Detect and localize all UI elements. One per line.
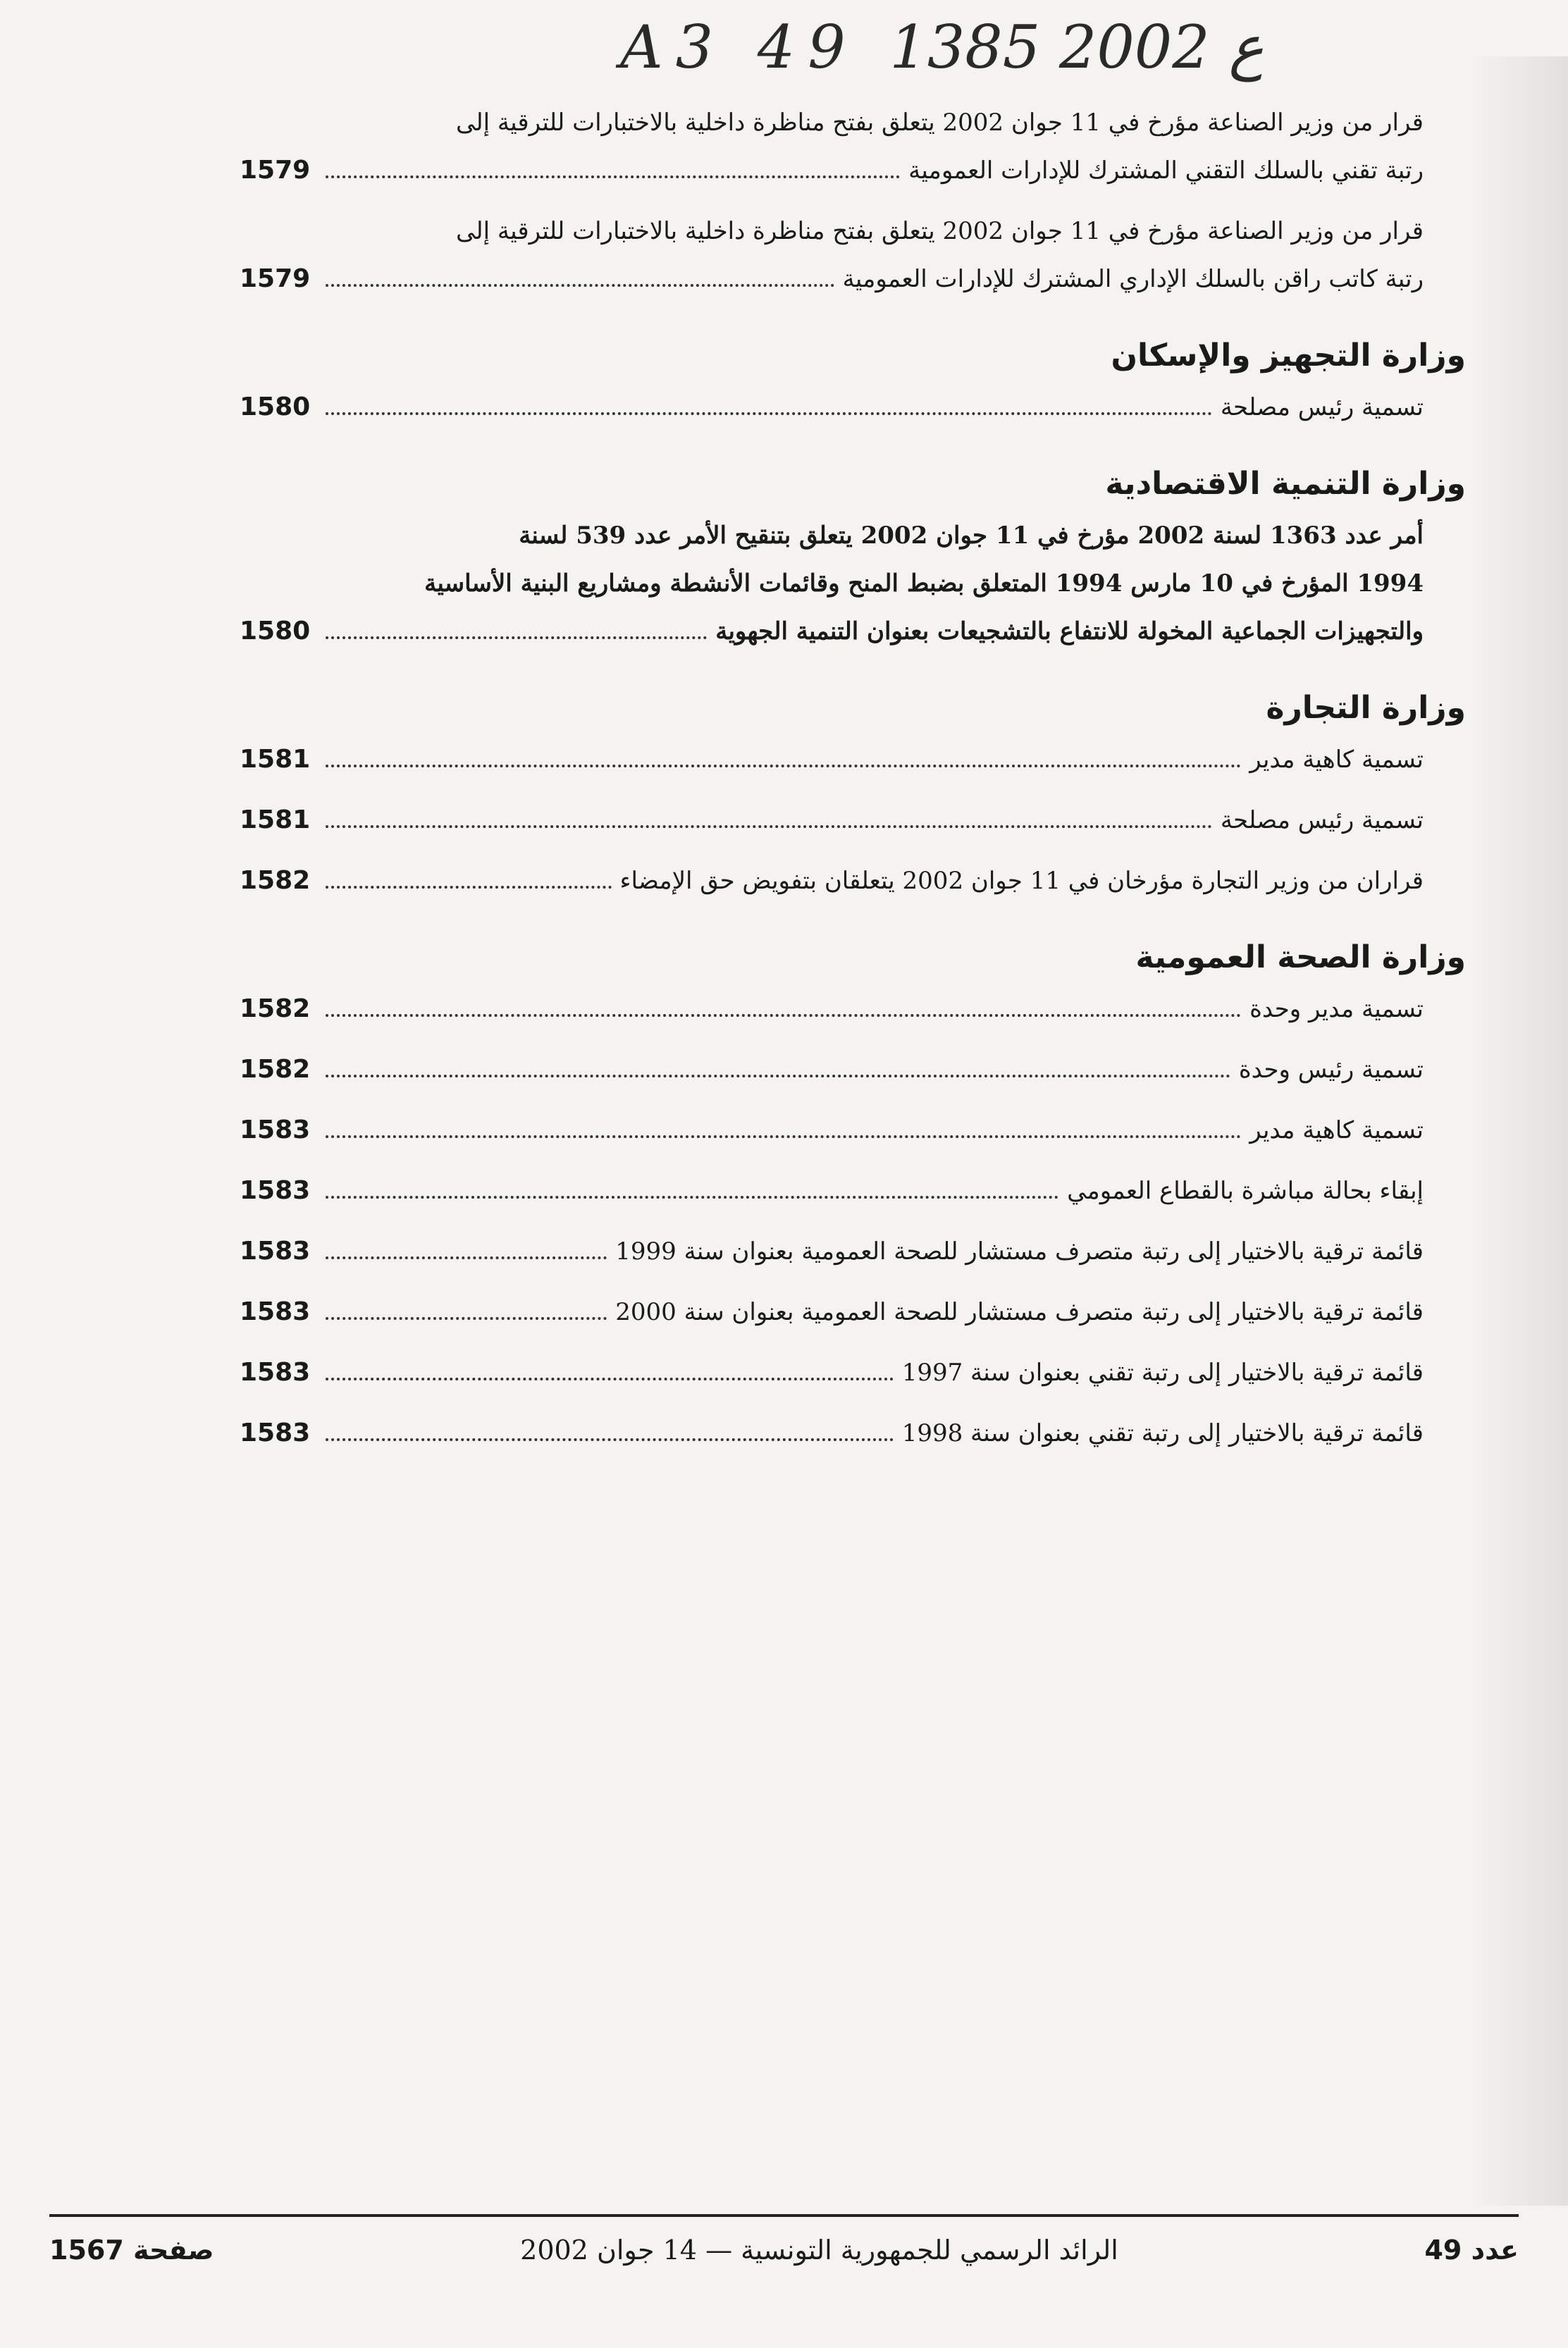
dot-leader bbox=[326, 765, 1241, 767]
toc-page-number: 1580 bbox=[240, 617, 311, 645]
toc-entry-line: تسمية رئيس مصلحة bbox=[1220, 806, 1424, 834]
toc-entry-line: تسمية رئيس مصلحة bbox=[1220, 393, 1424, 421]
toc-entry-line: 1994 المؤرخ في 10 مارس 1994 المتعلق بضبط المنح وقائمات الأنشطة ومشاريع البنية الأساسية bbox=[424, 569, 1424, 598]
entry-gap bbox=[240, 1154, 1424, 1167]
toc-entry bbox=[240, 857, 1424, 905]
toc-entry-line: رتبة تقني بالسلك التقني المشترك للإدارات العمومية bbox=[908, 156, 1424, 185]
footer-issue: عدد 49 bbox=[1424, 2235, 1519, 2266]
toc-entry bbox=[240, 985, 1424, 1033]
toc-entry bbox=[240, 736, 1424, 784]
dot-leader bbox=[326, 1256, 607, 1259]
toc-entry-line: تسمية رئيس وحدة bbox=[1238, 1056, 1424, 1084]
toc-entry bbox=[240, 1409, 1424, 1457]
toc-entry-line: قرار من وزير الصناعة مؤرخ في 11 جوان 2002 يتعلق بفتح مناظرة داخلية بالاختبارات للترقية إلى bbox=[455, 109, 1424, 137]
toc-entry-line: قائمة ترقية بالاختيار إلى رتبة متصرف مستشار للصحة العمومية بعنوان سنة 2000 bbox=[615, 1298, 1424, 1326]
entry-gap bbox=[240, 905, 1424, 917]
toc-page-number: 1583 bbox=[240, 1297, 311, 1326]
toc-page-number: 1582 bbox=[240, 1055, 311, 1084]
toc-page-number: 1583 bbox=[240, 1176, 311, 1205]
toc-entry bbox=[240, 1349, 1424, 1397]
toc-page-number: 1583 bbox=[240, 1116, 311, 1144]
footer-rule bbox=[49, 2214, 1519, 2217]
dot-leader bbox=[326, 1317, 607, 1320]
toc-page-number: 1583 bbox=[240, 1237, 311, 1266]
toc-entry-line: والتجهيزات الجماعية المخولة للانتفاع بالتشجيعات بعنوان التنمية الجهوية bbox=[715, 617, 1424, 645]
ministry-heading: وزارة التجهيز والإسكان bbox=[1111, 338, 1466, 373]
ministry-heading: وزارة الصحة العمومية bbox=[1135, 939, 1466, 975]
toc-entry bbox=[240, 1167, 1424, 1215]
dot-leader bbox=[326, 1075, 1230, 1077]
scan-shadow bbox=[1469, 56, 1568, 2206]
entry-gap bbox=[240, 194, 1424, 207]
entry-gap bbox=[240, 1457, 1424, 1470]
ministry-heading: وزارة التجارة bbox=[1266, 690, 1466, 726]
toc-page-number: 1582 bbox=[240, 866, 311, 895]
entry-gap bbox=[240, 655, 1424, 668]
entry-gap bbox=[240, 1275, 1424, 1288]
dot-leader bbox=[326, 284, 834, 287]
toc-page-number: 1579 bbox=[240, 156, 311, 185]
dot-leader bbox=[326, 175, 900, 178]
toc-entry-line: قائمة ترقية بالاختيار إلى رتبة متصرف مستشار للصحة العمومية بعنوان سنة 1999 bbox=[615, 1237, 1424, 1266]
dot-leader bbox=[326, 886, 612, 889]
page-footer bbox=[49, 2225, 1519, 2275]
toc-entry bbox=[240, 1228, 1424, 1275]
dot-leader bbox=[326, 1135, 1241, 1138]
entry-gap bbox=[240, 1033, 1424, 1046]
dot-leader bbox=[326, 1438, 894, 1441]
toc-entry-line: أمر عدد 1363 لسنة 2002 مؤرخ في 11 جوان 2002 يتعلق بتنقيح الأمر عدد 539 لسنة bbox=[519, 521, 1424, 550]
footer-page-number: صفحة 1567 bbox=[49, 2235, 214, 2266]
handwritten-annotation: A3 49 ع 2002 1385 bbox=[620, 13, 1264, 82]
dot-leader bbox=[326, 412, 1212, 415]
entry-gap bbox=[240, 1215, 1424, 1228]
entry-gap bbox=[240, 1397, 1424, 1409]
toc-entry bbox=[240, 1288, 1424, 1336]
toc-page-number: 1579 bbox=[240, 264, 311, 293]
toc-page-number: 1580 bbox=[240, 393, 311, 421]
entry-gap bbox=[240, 784, 1424, 796]
table-of-contents bbox=[240, 99, 1466, 1470]
entry-gap bbox=[240, 844, 1424, 857]
dot-leader bbox=[326, 825, 1212, 828]
toc-page-number: 1583 bbox=[240, 1358, 311, 1387]
toc-entry-line: تسمية مدير وحدة bbox=[1249, 995, 1424, 1023]
toc-entry-line: قرار من وزير الصناعة مؤرخ في 11 جوان 2002 يتعلق بفتح مناظرة داخلية بالاختبارات للترقية إلى bbox=[455, 217, 1424, 245]
dot-leader bbox=[326, 1378, 894, 1380]
entry-gap bbox=[240, 431, 1424, 444]
entry-gap bbox=[240, 1336, 1424, 1349]
ministry-heading: وزارة التنمية الاقتصادية bbox=[1105, 466, 1466, 502]
toc-entry-line: تسمية كاهية مدير bbox=[1249, 1116, 1424, 1144]
dot-leader bbox=[326, 1014, 1241, 1017]
toc-page-number: 1581 bbox=[240, 805, 311, 834]
toc-entry bbox=[240, 207, 1424, 303]
entry-gap bbox=[240, 1094, 1424, 1106]
toc-entry-line: تسمية كاهية مدير bbox=[1249, 746, 1424, 774]
toc-entry-line: قائمة ترقية بالاختيار إلى رتبة تقني بعنوان سنة 1997 bbox=[901, 1359, 1424, 1387]
toc-page-number: 1582 bbox=[240, 994, 311, 1023]
toc-entry bbox=[240, 1046, 1424, 1094]
entry-gap bbox=[240, 303, 1424, 316]
toc-entry bbox=[240, 383, 1424, 431]
toc-entry bbox=[240, 512, 1424, 655]
toc-entry-line: قراران من وزير التجارة مؤرخان في 11 جوان 2002 يتعلقان بتفويض حق الإمضاء bbox=[619, 867, 1424, 895]
dot-leader bbox=[326, 636, 707, 639]
toc-page-number: 1583 bbox=[240, 1419, 311, 1447]
toc-entry bbox=[240, 796, 1424, 844]
dot-leader bbox=[326, 1196, 1058, 1199]
toc-entry-line: قائمة ترقية بالاختيار إلى رتبة تقني بعنوان سنة 1998 bbox=[901, 1419, 1424, 1447]
toc-entry-line: رتبة كاتب راقن بالسلك الإداري المشترك للإدارات العمومية bbox=[842, 265, 1424, 293]
footer-publication: الرائد الرسمي للجمهورية التونسية — 14 جوان 2002 bbox=[520, 2235, 1118, 2266]
toc-entry bbox=[240, 99, 1424, 194]
toc-page-number: 1581 bbox=[240, 745, 311, 774]
toc-entry-line: إبقاء بحالة مباشرة بالقطاع العمومي bbox=[1067, 1177, 1424, 1205]
toc-entry bbox=[240, 1106, 1424, 1154]
